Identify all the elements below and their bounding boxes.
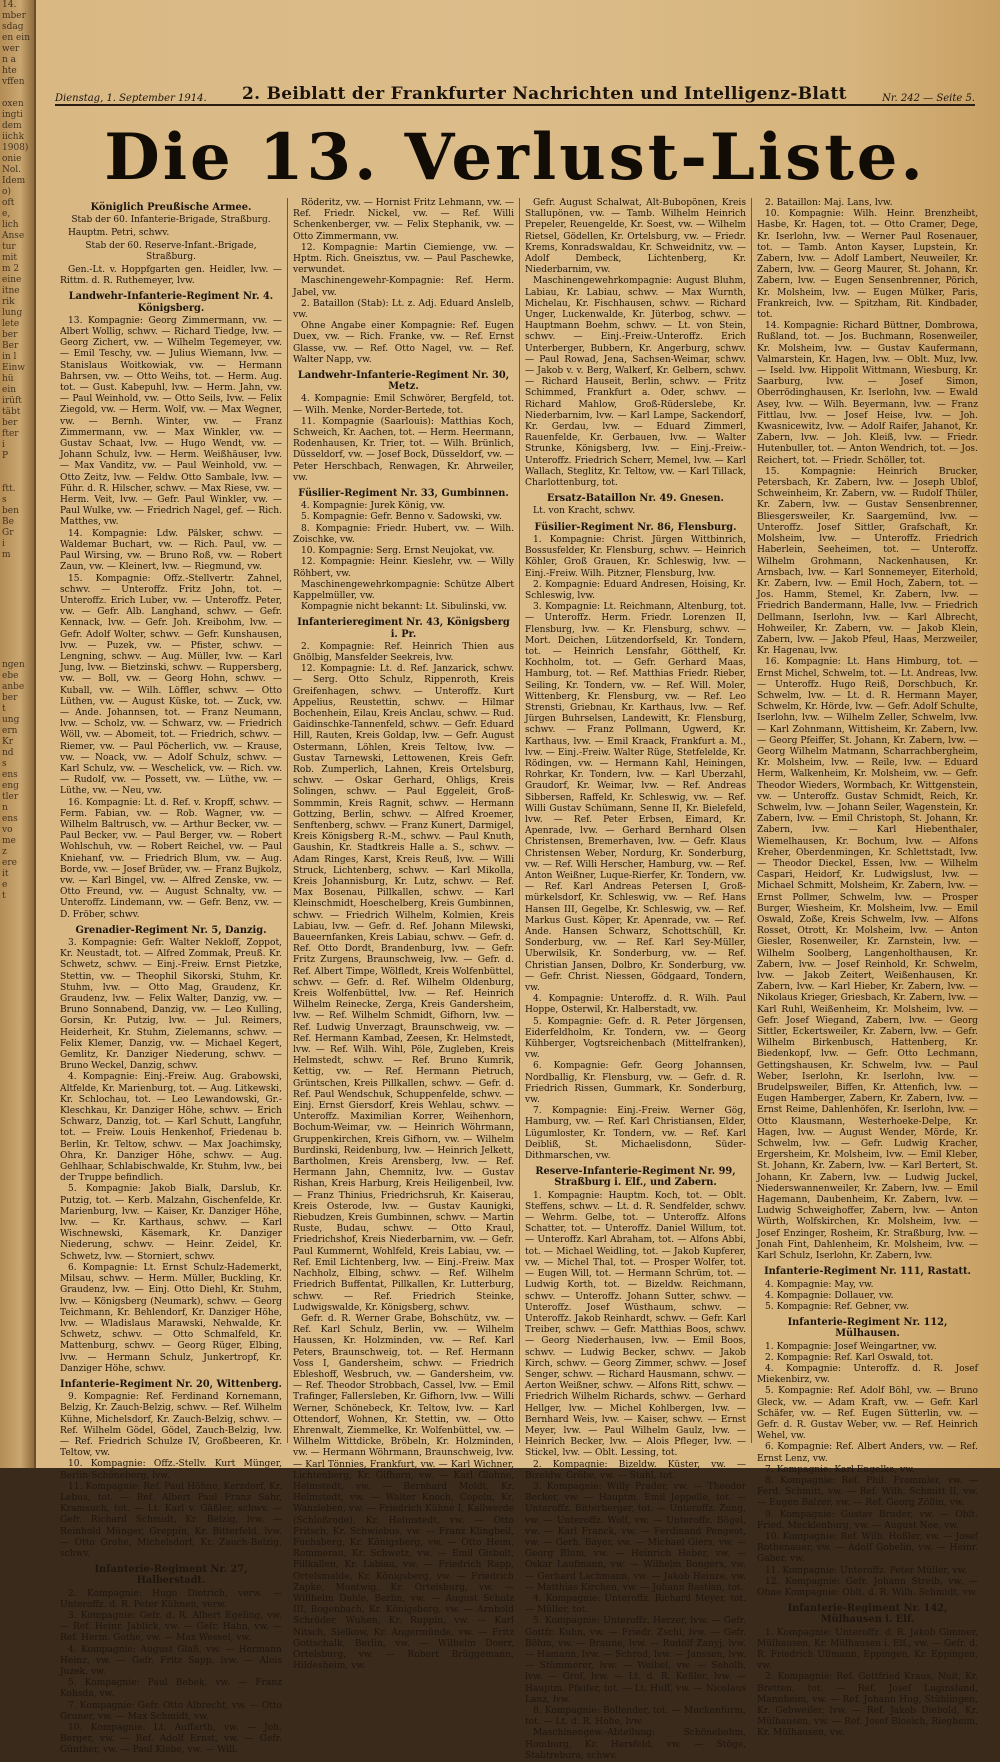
- prev-page-fragment: [0, 1133, 34, 1144]
- prev-page-fragment: hü: [2, 374, 14, 384]
- section-heading: Ersatz-Bataillon Nr. 49. Gnesen.: [547, 493, 724, 505]
- prev-page-fragment: [0, 1155, 34, 1166]
- prev-page-fragment: [0, 583, 34, 594]
- casualty-paragraph: 1. Kompagnie: Hauptm. Koch, tot. — Oblt. Steffens, schwv. — Lt. d. R. Sendfelder, schwv. — Wehrm. Gelbe, tot. — Unteroffz. Alfons Schatter, tot. — Unteroffz. Daniel Willum, tot. — Unteroffz. Karl Abraham, tot. — Alfons Abbi, tot. — Michael Weidling, tot. — Jakob Kupferer, vw. — Michel Thal, tot. — Prosper Wolfer, tot. — Eugen Will, tot. — Hermann Schrüm, tot. — Ludwig Korth, tot. — Bizeldw. Reichmann, schwv. — Unteroffz. Johann Sutter, schwv. — Unteroffz. Josef Wüsthaum, schwv. — Unteroffz. Jakob Reinhardt, schwv. — Gefr. Karl Treiber, schwv. — Gefr. Matthias Boos, schwv. — Georg Niederhausen, lvw. — Emil Boos, schwv. — Ludwig Becker, schwv. — Jakob Kirch, schwv. — Georg Zimmer, schwv. — Josef Senger, schwv. — Richard Hausmann, schwv. — Aerton Weißner, schwv. — Alfons Ritt, schwv. — Friedrich Wilhelm Richards, schwv. — Gerhard Hellger, lvw. — Michel Kohlbergen, lvw. — Bernhard Weis, lvw. — Kaiser, schwv. — Ernst Meyer, lvw. — Paul Wilhelm Gaulz, lvw. — Heinrich Becker, lvw. — Alois Pfleger, lvw. — Stickel, lvw. — Oblt. Lessing, tot.: [525, 1190, 746, 1459]
- casualty-paragraph: Maschinengew.-Abteilung: Schönebohm, Homburg, Kr. Hersfeld, vw. — Stöge, Stabtrebura, schwv.: [525, 1728, 746, 1761]
- prev-page-fragment: n a: [2, 55, 17, 65]
- prev-page-fragment: ngen: [2, 660, 25, 670]
- prev-page-fragment: iichk: [2, 132, 25, 142]
- prev-page-fragment: t: [2, 891, 6, 901]
- prev-page-fragment: hte: [2, 66, 17, 76]
- page-headline: Die 13. Verlust-Liste.: [104, 120, 926, 195]
- prev-page-fragment: [0, 913, 34, 924]
- casualty-paragraph: 8. Kompagnie: Ref. Phil. Frommler, vw. — Ferd. Schmitt, vw. — Ref. Wilh. Schmitt II, vw. — Eugen Balzer, vw. — Ref. Georg Zöllin, vw.: [757, 1475, 978, 1509]
- casualty-paragraph: 5. Kompagnie: Unteroffz. Herzer, lvw. — Gefr. Gottfr. Kuhn, vw. — Friedr. Zschi, lvw. — Gefr. Böhm, vw. — Braune, lvw. — Rudolf Zanyj, lvw. — Hamann, lvw. — Schrod, lvw. — Janssen, lvw. — Stümmerer, lvw. — Weibel, vw. — Seholb, lvw. — Grof, lvw. — Lt. d. R. Keßler, lvw. — Hauptm. Pfeifer, tot. — Lt. Huff, vw. — Nicolaus Lanz, lvw.: [525, 1616, 746, 1705]
- section-heading: Landwehr-Infanterie-Regiment Nr. 4. Königsberg.: [68, 291, 274, 314]
- prev-page-fragment: m 2: [2, 264, 20, 274]
- text-columns: [55, 198, 985, 1761]
- casualty-paragraph: 5. Kompagnie: Ref. Adolf Böhl, vw. — Bruno Gleck, vw. — Adam Kraft, vw. — Gefr. Karl Schäfer, vw. — Ref. Eugen Sütterlin, vw. — Gefr. d. R. Gustav Weber, vw. — Ref. Heinrich Wehel, vw.: [757, 1386, 978, 1442]
- prev-page-fragment: 14.: [2, 0, 17, 10]
- casualty-paragraph: 10. Kompagnie: Wilh. Heinr. Brenzheibt, Hasbe, Kr. Hagen, tot. — Otto Cramer, Dege, Kr. Iserlohn, lvw. — Werner Paul Rosenauer, tot. — Tamb. Anton Kayser, Lupstein, Kr. Zabern, lvw. — Adolf Lambert, Neuweiler, Kr. Zabern, lvw. — Georg Maurer, St. Johann, Kr. Zabern, lvw. — Eugen Sensenbrenner, Pörich, Kr. Molsheim, lvw. — Eugen Mülker, Paris, Frankreich, lvw. — Spitzham, Rit. Kindbader, tot.: [757, 209, 978, 321]
- casualty-paragraph: 10. Kompagnie: Ref. Wilh. Hoßler, vw. — Josef Rothenauer, vw. — Adolf Gobelin, vw. — Heinr. Gaber, vw.: [757, 1531, 978, 1565]
- prev-page-fragment: [0, 1144, 34, 1155]
- column-2: [287, 198, 519, 1672]
- casualty-paragraph: 10. Kompagnie: Offz.-Stellv. Kurt Münger, Berlin-Schöneberg, lvw.: [60, 1459, 282, 1481]
- casualty-paragraph: 2. Kompagnie: Ref. Karl Oswald, tot.: [765, 1352, 934, 1363]
- casualty-paragraph: 3. Kompagnie: Willy Prader, vw. — Theodor Becker, vw. — Hauptm. Emil Jeppelle, tot. — Unteroffz. Bitterberger, tot. — Unteroffz. Zung, vw. — Unteroffz. Wolf, vw. — Unteroffz. Bögel, vw. — Karl Franck, vw. — Ferdinand Pengeot, vw. — Gerh. Bayer, vw. — Michael Giers, vw. — Georg Blum, vw. — Heinrich Heber, vw. — Oskar Laufmann, vw. — Wilhelm Bongers, vw. — Gerhard Lachmann, vw. — Jakob Heinze, vw. — Matthias Kirchen, vw. — Johann Bastian, tot.: [525, 1481, 746, 1593]
- prev-page-fragment: [0, 627, 34, 638]
- casualty-paragraph: 7. Kompagnie: Einj.-Freiw. Werner Gög, Hamburg, vw. — Ref. Karl Christiansen, Elder, Lügumloster, Kr. Tondern, vw. — Ref. Karl Deibliß, St. Michaelisdonn, Süder-Dithmarschen, vw.: [525, 1106, 746, 1162]
- prev-page-fragment: [0, 1067, 34, 1078]
- prev-page-fragment: wer: [2, 44, 20, 54]
- casualty-paragraph: Maschinengewehrkompagnie: Schütze Albert Kappelmüller, vw.: [293, 579, 514, 601]
- casualty-paragraph: 6. Kompagnie: Ref. Albert Anders, vw. — Ref. Ernst Lenz, vw.: [757, 1442, 978, 1464]
- prev-page-fragment: Be: [2, 517, 14, 527]
- prev-page-fragment: [0, 1001, 34, 1012]
- prev-page-fragment: tler: [2, 792, 19, 802]
- casualty-paragraph: 11. Kompagnie: Ref. Paul Höhne, Kerzdorf, Kr. Lebus, tot. — Ref. Albert Paul Franz Sahr, Kramsuch, tot. — Lt. Karl v. Gäßler, schwv. — Gefr. Richard Schmidt, Kr. Belzig, lvw. — Reinhold Münger, Greppin, Kr. Bitterfeld, lvw. — Otto Grohe, Michelsdorf, Kr. Zauch-Belzig, schwv.: [60, 1481, 282, 1559]
- prev-page-fragment: [0, 561, 34, 572]
- casualty-paragraph: 12. Kompagnie: Gefr. Johann Streib, vw. — Ohne Kompagnie: Oblt. d. R. Wilh. Schmidt, vw.: [757, 1576, 978, 1598]
- casualty-paragraph: 4. Kompagnie: Dollauer, vw.: [765, 1290, 894, 1301]
- prev-page-fragment: itne: [2, 286, 20, 296]
- casualty-paragraph: 5. Kompagnie: Jakob Bialk, Darslub, Kr. Putzig, tot. — Kerb. Malzahn, Gischenfelde, Kr. Marienburg, lvw. — Kaiser, Kr. Danziger Höhe, lvw. — Kr. Karthaus, schwv. — Karl Wischnewski, Käsemark, Kr. Danziger Niederung, schwv. — Heinr. Zeidel, Kr. Schwetz, lvw. — Storniert, schwv.: [60, 1184, 282, 1262]
- prev-page-fragment: [0, 935, 34, 946]
- prev-page-fragment: mit: [2, 253, 18, 263]
- prev-page-fragment: Ber: [2, 341, 19, 351]
- prev-page-fragment: ens: [2, 770, 18, 780]
- section-heading: Infanterieregiment Nr. 43, Königsberg i. Pr.: [297, 617, 510, 640]
- casualty-paragraph: 16. Kompagnie: Lt. Hans Himburg, tot. — Ernst Michel, Schwelm, tot. — Lt. Andreas, lvw. — Unteroffz. Hugo Reiß, Dorschbuch, Kr. Schwelm, lvw. — Lt. d. R. Hermann Mayer, Schwelm, Kr. Hörde, lvw. — Gefr. Adolf Schulte, Iserlohn, lvw. — Wilhelm Zeller, Schwelm, lvw. — Karl Zohnmann, Wittisheim, Kr. Zabern, lvw. — Georg Pfeiffer, St. Johann, Kr. Zabern, lvw. — Georg Wilhelm Matmann, Scharrachbergheim, Kr. Molsheim, lvw. — Reile, lvw. — Eduard Herm, Walkenheim, Kr. Molsheim, vw. — Gefr. Theodor Wieders, Wormbach, Kr. Wittgenstein, vw. — Unteroffz. Gustav Schmidt, Reich, Kr. Schwelm, lvw. — Johann Seiler, Wagenstein, Kr. Zabern, lvw. — Emil Christoph, St. Johann, Kr. Zabern, lvw. — Karl Hiebenthaler, Wiemelhausen, Kr. Bochum, lvw. — Alfons Kreher, Oberdenmingen, Kr. Schlettstadt, lvw. — Theodor Dieckel, Essen, lvw. — Wilhelm Caspari, Heidorf, Kr. Ludwigslust, lvw. — Michael Schmitt, Molsheim, Kr. Zabern, lvw. — Ernst Pollmer, Schwelm, lvw. — Prosper Burger, Wiesheim, Kr. Molsheim, lvw. — Emil Oswald, Zoße, Kreis Schwelm, lvw. — Alfons Rosset, Otrott, Kr. Molsheim, lvw. — Anton Giesler, Rosenweiler, Kr. Zarnstein, lvw. — Wilhelm Soolberg, Langenholthausen, Kr. Zabern, lvw. — Josef Reinhold, Kr. Schwelm, lvw. — Jakob Zeitert, Weißenhausen, Kr. Zabern, lvw. — Karl Hieber, Kr. Zabern, lvw. — Nikolaus Krieger, Griesbach, Kr. Zabern, lvw. — Karl Ruhl, Weißenheim, Kr. Molsheim, lvw. — Gefr. Josef Wiegand, Zabern, lvw. — Georg Sittler, Eckertsweiler, Kr. Zabern, lvw. — Gefr. Wilhelm Birkenbusch, Hattenberg, Kr. Biedenkopf, lvw. — Gefr. Otto Lechmann, Gettingshausen, Kr. Schwelm, lvw. — Paul Weber, Iserlohn, Kr. Iserlohn, lvw. — Brudelpsweiler, Biffen, Kr. Attenfich, lvw. — Eugen Hamberger, Zabern, Kr. Zabern, lvw. — Ernst Reime, Dahlenhöfen, Kr. Iserlohn, lvw. — Otto Klausmann, Westerhoeke-Delpe, Kr. Hagen, lvw. — August Wender, Mörde, Kr. Schwelm, lvw. — Gefr. Ludwig Kracher, Ergersheim, Kr. Molsheim, lvw. — Emil Kleber, St. Johann, Kr. Zabern, lvw. — Karl Bertert, St. Johann, Kr. Zabern, lvw. — Ludwig Juckel, Niederswannenweiler, Kr. Zabern, lvw. — Emil Hagemann, Daubenheim, Kr. Zabern, lvw. — Ludwig Schweighoffer, Zabern, lvw. — Anton Würth, Wolfskirchen, Kr. Molsheim, lvw. — Josef Enzinger, Rosheim, Kr. Straßburg, lvw. — Jonah Fint, Dahlenheim, Kr. Molsheim, lvw. — Karl Schulz, Iserlohn, Kr. Zabern, lvw.: [757, 657, 978, 1262]
- prev-page-fragment: t: [2, 704, 6, 714]
- casualty-paragraph: 11. Kompagnie: Unteroffz. Peter Müller, vw.: [765, 1565, 968, 1576]
- prev-page-fragment: Anse: [2, 231, 25, 241]
- casualty-paragraph: 1. Kompagnie: Christ. Jürgen Wittbinrich, Bossusfelder, Kr. Flensburg, schwv. — Heinrich Köhler, Groß Grauen, Kr. Schleswig, lvw. — Einj.-Freiw. Wilh. Pitzner, Flensburg, lvw.: [525, 534, 746, 579]
- casualty-paragraph: 5. Kompagnie: Gefr. Benno v. Sadowski, vw.: [301, 512, 502, 523]
- section-heading: Infanterie-Regiment Nr. 27, Halberstadt.: [94, 1564, 248, 1587]
- section-heading: Füsilier-Regiment Nr. 86, Flensburg.: [534, 521, 737, 533]
- issue-date: Dienstag, 1. September 1914.: [55, 93, 207, 104]
- casualty-paragraph: 15. Kompagnie: Heinrich Brucker, Petersbach, Kr. Zabern, lvw. — Joseph Ublof, Schweinheim, Kr. Zabern, vw. — Rudolf Thüler, Kr. Zabern, lvw. — Gustav Sensenbrenner, Bliesgersweiler, Kr. Saargemünd, lvw. — Unteroffz. Josef Sittler, Grafschaft, Kr. Molsheim, lvw. — Unteroffz. Friedrich Haberlein, Seeheimen, tot. — Unteroffz. Wilhelm Grohmann, Nackenhausen, Kr. Arnsbach, lvw. — Karl Sonnemeyer, Eiterhold, Kr. Zabern, lvw. — Emil Hoch, Zabern, tot. — Jos. Hamm, Stemel, Kr. Zabern, lvw. — Friedrich Bandermann, Halle, lvw. — Friedrich Dellmann, Iserlohn, lvw. — Karl Albrecht, Hohweiler, Kr. Zabern, vw. — Jakob Klein, Zabern, lvw. — Jakob Pfeul, Haas, Merzweiler, Kr. Hagenau, lvw.: [757, 466, 978, 657]
- prev-page-fragment: [0, 902, 34, 913]
- casualty-paragraph: 12. Kompagnie: Heinr. Kieslehr, vw. — Willy Röhbert, vw.: [293, 557, 514, 579]
- prev-page-fragment: [0, 1045, 34, 1056]
- prev-page-fragment: o): [2, 187, 11, 197]
- sub-heading: Stab der 60. Infanterie-Brigade, Straßburg.: [71, 215, 271, 226]
- prev-page-fragment: n: [2, 803, 8, 813]
- casualty-paragraph: Röderitz, vw. — Hornist Fritz Lehmann, vw. — Ref. Friedr. Nickel, vw. — Ref. Willi Schenkenberger, vw. — Felix Stephanik, vw. — Otto Zimmermann, vw.: [293, 198, 514, 242]
- prev-page-fragment: i: [2, 440, 5, 450]
- casualty-paragraph: 4. Kompagnie: August Glaß, vw. — Hermann Heinz, vw. — Gefr. Fritz Sapp, lvw. — Alois Juzek, vw.: [60, 1644, 282, 1677]
- section-heading: Landwehr-Infanterie-Regiment Nr. 30, Metz.: [297, 370, 510, 393]
- casualty-paragraph: 12. Kompagnie: Lt. d. Ref. Janzarick, schwv. — Serg. Otto Schulz, Rippenroth, Kreis Greifenhagen, schwv. — Unteroffz. Kurt Appelius, Reustettin, schwv. — Hilmar Bochenhein, Eilau, Kreis Anclau, schwv. — Rud. Gaidinschke-Tannenfeld, schwv. — Gefr. Eduard Hill, Rauten, Kreis Goldap, lvw. — Gefr. August Ostermann, Löhlen, Kreis Teltow, lvw. — Gustav Tarnewski, Lettowenen, Kreis Gefr. Rob. Zumperlich, Lahnen, Kreis Ortelsburg, schwv. — Oskar Gerhard, Ohligs, Kreis Solingen, schwv. — Paul Eggeleit, Groß-Sommmin, Kreis Ragnit, schwv. — Hermann Gottzing, Berlin, schwv. — Alfred Kroemer, Senftenberg, schwv. — Franz Kunert, Darmigel, Kreis Königsberg R.-M., schwv. — Paul Knuth, Gaushin, Kr. Stadtkreis Halle a. S., schwv. — Adam Ringes, Karst, Kreis Reuß, lvw. — Willi Struck, Lichtenberg, schwv. — Karl Mikolla, Kreis Johannisburg, Kr. Lutz, schwv. — Ref. Max Bosenau, Pillkallen, schwv. — Karl Kleinschmidt, Hoeschelberg, Kreis Gumbinnen, schwv. — Friedrich Wilhelm, Kolmien, Kreis Labiau, lvw. — Gefr. d. Ref. Johann Milewski, Baueernfanken, Kreis Labiau, schwv. — Gefr. d. Ref. Otto Dordt, Brandenburg, lvw. — Gefr. Fritz Zurgens, Braunschweig, lvw. — Gefr. d. Ref. Albert Timpe, Wölfledt, Kreis Wolfenbüttel, schwv. — Gefr. d. Ref. Wilhelm Oldenburg, Kreis Wolfenbüttel, lvw. — Ref. Heinrich Wilhelm Reinecke, Zerga, Kreis Gandersheim, lvw. — Ref. Wilhelm Schmidt, Gifhorn, lvw. — Ref. Ludwig Unverzagt, Braunschweig, vw. — Ref. Hermann Kambad, Zeesen, Kr. Helmstedt, lvw. — Ref. Wilh. Wihl, Pöle, Zugleben, Kreis Helmstedt, schwv. — Ref. Bruno Kumrik, Kettig, vw. — Ref. Hermann Pietruch, Grüntschen, Kreis Pillkallen, schwv. — Gefr. d. Ref. Paul Wendschuk, Schuppenfelde, schwv. — Einj. Ernst Giersdorf, Kreis Wehlau, schwv. — Unteroffz. Maximilian Korrer, Weihenhorn, Bochum-Weimar, vw. — Heinrich Wöhrmann, Gruppenkirchen, Kreis Gifhorn, vw. — Wilhelm Burdinski, Reidenburg, lvw. — Heinrich Jelkett, Bartholmen, Kreis Arensberg, lvw. — Ref. Hermann Jahn, Chemnitz, lvw. — Gustav Rishan, Kreis Harburg, Kreis Heiligenbeil, lvw. — Franz Thinius, Friedrichsruh, Kr. Kaiserau, Kreis Osterode, lvw. — Gustav Kaunigki, Riebudzen, Kreis Gumbinnen, schwv. — Martin Ruste, Budau, schwv. — Otto Kraul, Friedrichshof, Kreis Niederbarnim, vw. — Gefr. Paul Kummernt, Wohlfeld, Kreis Labiau, vw. — Ref. Emil Lichtenberg, lvw. — Einj.-Freiw. Max Nachholz, Elbing, schwv. — Ref. Wilhelm Friedrich Buffentat, Pillkallen, Kr. Lutterburg, schwv. — Ref. Friedrich Steinke, Ludwigswalde, Kr. Königsberg, schwv.: [293, 664, 514, 1313]
- prev-page-fragment: [0, 957, 34, 968]
- casualty-paragraph: 10. Kompagnie: Lt. Auffarth, vw. — Joh. Berger, vw. — Ref. Adolf Ernst, vw. — Gefr. Günther, vw. — Paul Klebe, vw. — Will.: [60, 1723, 282, 1756]
- prev-page-fragment: eine: [2, 275, 22, 285]
- casualty-paragraph: 15. Kompagnie: Offz.-Stellvertr. Zahnel, schwv. — Unteroffz. Fritz John, tot. — Unteroffz. Erich Luber, vw. — Unteroffz. Peter, vw. — Gefr. Alb. Langhand, schwv. — Gefr. Kennack, lvw. — Gefr. Joh. Kreibohm, lvw. — Gefr. Adolf Wolter, schwv. — Gefr. Kunshausen, lvw. — Puzek, vw. — Pfister, schwv. — Lengning, schwv. — Aug. Müller, lvw. — Karl Jung, lvw. — Bietzinski, schwv. — Ruppersberg, vw. — Boll, vw. — Georg Hohn, schwv. — Kuball, vw. — Wilh. Löffler, schwv. — Otto Lüthen, vw. — August Küske, tot. — Zuck, vw. — Ande. Johannsen, tot. — Franz Neumann, lvw. — Scholz, vw. — Schwarz, vw. — Friedrich Wöll, vw. — Abomeit, tot. — Friedrich, schwv. — Riemer, vw. — Paul Pöcherlich, vw. — Krause, vw. — Noack, vw. — Adolf Schulz, schwv. — Karl Schulz, vw. — Weschelick, vw. — Rich. vw. — Rudolf, vw. — Possett, vw. — Lüthe, vw. — Lüthe, vw. — Neu, vw.: [60, 573, 282, 797]
- prev-page-fragment: nd: [2, 748, 14, 758]
- prev-page-fragment: [0, 88, 34, 99]
- sub-heading: Stab der 60. Reserve-Infant.-Brigade, Straßburg.: [85, 240, 257, 262]
- prev-page-fragment: oft: [2, 198, 15, 208]
- section-heading: Reserve-Infanterie-Regiment Nr. 99, Straßburg i. Elf., und Zabern.: [535, 1166, 736, 1189]
- prev-page-fragment: tur: [2, 242, 16, 252]
- prev-page-fragment: [0, 1111, 34, 1122]
- supplement-title: 2. Beiblatt der Frankfurter Nachrichten und Intelligenz-Blatt: [242, 84, 847, 104]
- casualty-paragraph: 2. Kompagnie: Bizeldw. Küster, vw. — Bizeldw. Gröbe, vw. — Stahl, tot.: [525, 1459, 746, 1481]
- prev-page-fragment: ftt.: [2, 484, 16, 494]
- prev-page-fragment: me: [2, 836, 16, 846]
- prev-page-fragment: fter: [2, 429, 19, 439]
- previous-page-edge: [0, 0, 36, 1468]
- prev-page-fragment: täbt: [2, 407, 21, 417]
- prev-page-fragment: 1908): [2, 143, 29, 153]
- prev-page-fragment: m: [2, 550, 11, 560]
- prev-page-fragment: ber: [2, 330, 18, 340]
- prev-page-fragment: ere: [2, 858, 17, 868]
- casualty-paragraph: 3. Kompagnie: Gefr. Walter Nekloff, Zoppot, Kr. Neustadt, tot. — Alfred Zommak, Preuß. Kr. Schwetz, schwv. — Einj.-Freiw. Ernst Pietzke, Stettin, vw. — Theophil Sikorski, Stuhm, Kr. Stuhm, lvw. — Otto Mag, Graudenz, Kr. Graudenz, lvw. — Felix Walter, Danzig, vw. — Bruno Sonnabend, Danzig, vw. — Leo Kulling, Gorsin, Kr. Putzig, lvw. — Jul. Reimers, Heiderheit, Kr. Stuhm, Zielemanns, schwv. — Felix Klemer, Danzig, vw. — Michael Kegert, Gemlitz, Kr. Danziger Niederung, schwv. — Bruno Weckel, Danzig, schwv.: [60, 938, 282, 1072]
- prev-page-fragment: [0, 594, 34, 605]
- casualty-paragraph: 1. Kompagnie: Unteroffz. d. R. Jakob Gimmer, Mülhausen, Kr. Mülhausen i. Elf., vw. — Gefr. d. R. Friedrich Ullmann, Eppingen, Kr. Eppingen, vw.: [757, 1627, 978, 1672]
- prev-page-fragment: Idem: [2, 176, 26, 186]
- casualty-paragraph: Lt. von Kracht, schwv.: [533, 506, 636, 517]
- prev-page-fragment: lung: [2, 308, 23, 318]
- prev-page-fragment: P: [2, 451, 9, 461]
- casualty-paragraph: Gefr. d. R. Werner Grabe, Bohschütz, vw. — Ref. Karl Schulz, Berlin, vw. — Wilhelm Haussen, Kr. Holzminden, vw. — Ref. Karl Peters, Braunschweig, tot. — Ref. Hermann Voss I, Gandersheim, schwv. — Friedrich Ebleshoff, Wesbruch, vw. — Gandersheim, vw. — Ref. Theodor Strobbach, Cassel, lvw. — Emil Trafinger, Fallersleben, Kr. Gifhorn, lvw. — Willi Werner, Schönebeck, Kr. Teltow, lvw. — Karl Ottendorf, Wohnen, Kr. Stettin, vw. — Otto Ehrenwalt, Ziemmelke, Kr. Wolfenbüttel, vw. — Wilhelm Wittdicke, Bröbeln, Kr. Holzminden, vw. — Hermann Wöhrmann, Braunschweig, lvw. — Karl Tönnies, Frankfurt, vw. — Karl Wichner, Lichtenberg, Kr. Gifhorn, vw. — Karl Glohne, Helmstedt, vw. — Bernhard Moldt, Kr. Helmstedt, vw. — Walter Knoch, Copeln, Kr. Wanzleben, vw. — Friedrich Kühne I, Kallwerde (Schloßrode), Kr. Helmstedt, vw. — Otto Fritsch, Kr. Schwiebus, vw. — Franz Klingbeil, Fuchsberg, Kr. Königsberg, vw. — Otto Heim, Rommerau, Kr. Schwetz, vw. — Emil Gisbolt, Pillkallen, Kr. Labiau, vw. — Friedrich Rapp, Ortelsmalde, Kr. Königsberg, vw. — Friedrich Zapke, Montwig, Kr. Ortelsburg, vw. — Willhelm Dahle, Berlin, vw. — August Schulz III, Bogenbach, Kr. Königsberg, vw. — Arnhold Schröder, Wuhen, Kr. Ruppin, vw. — Karl Nitsch, Sielkow, Kr. Angermünde, vw. — Fritz Gottschalk, Berlin, vw. — Wilhelm Doerr, Ortelsburg, vw. — Robert Brüggemann, Hildesheim, vw.: [293, 1313, 514, 1672]
- column-3: [519, 198, 751, 1761]
- casualty-paragraph: 12. Kompagnie: Martin Ciemienge, vw. — Hptm. Rich. Gneisztus, vw. — Paul Paschewke, verwundet.: [293, 242, 514, 276]
- casualty-paragraph: 7. Kompagnie: Gefr. Otto Albrecht, vw. — Otto Gruner, vw. — Max Schmidt, vw.: [60, 1700, 282, 1722]
- prev-page-fragment: [0, 572, 34, 583]
- column-1: [55, 198, 287, 1756]
- casualty-paragraph: 6. Kompagnie: Gefr. Georg Johannsen, Nordballig, Kr. Flensburg, vw. — Gefr. d. R. Friedrich Rissen, Gummark, Kr. Sonderburg, vw.: [525, 1061, 746, 1106]
- prev-page-fragment: ingti: [2, 110, 23, 120]
- casualty-paragraph: Gefr. August Schalwat, Alt-Bubopönen, Kreis Stallupönen, vw. — Tamb. Wilhelm Heinrich Prepeler, Reuengelde, Kr. Soest, vw. — Wilhelm Rietsel, Gödellen, Kr. Ortelsburg, vw. — Friedr. Krems, Konradswaldau, Kr. Schweidnitz, vw. — Adolf Dembeck, Lichtenberg, Kr. Niederbarnim, vw.: [525, 198, 746, 276]
- prev-page-fragment: Einw: [2, 363, 25, 373]
- prev-page-fragment: eng: [2, 781, 19, 791]
- prev-page-fragment: z: [2, 847, 7, 857]
- prev-page-fragment: lete: [2, 319, 20, 329]
- column-4: [751, 198, 983, 1739]
- prev-page-fragment: [0, 1056, 34, 1067]
- casualty-paragraph: Ohne Angabe einer Kompagnie: Ref. Eugen Duex, vw. — Rich. Franke, vw. — Ref. Ernst Glasse, vw. — Ref. Otto Nagel, vw. — Ref. Walter Napp, vw.: [293, 321, 514, 365]
- section-heading: Infanterie-Regiment Nr. 112, Mülhausen.: [787, 1317, 948, 1340]
- casualty-paragraph: 10. Kompagnie: Serg. Ernst Neujokat, vw.: [301, 546, 495, 557]
- prev-page-fragment: [0, 1122, 34, 1133]
- prev-page-fragment: [0, 979, 34, 990]
- prev-page-fragment: [0, 1089, 34, 1100]
- casualty-paragraph: 16. Kompagnie: Lt. d. Ref. v. Kropff, schwv. — Ferm. Fabian, vw. — Rob. Wagner, vw. — Wilhelm Baltrusch, vw. — Arthur Becker, vw. — Paul Becker, vw. — Paul Berger, vw. — Robert Wohlschuh, vw. — Robert Reichel, vw. — Paul Kniehanf, vw. — Friedrich Blum, vw. — Aug. Borde, vw. — Josef Brüder, vw. — Franz Bujkolz, vw. — Karl Bingel, vw. — Alfred Zenske, vw. — Otto Freund, vw. — August Schnalty, vw. — Unteroffz. Lindemann, vw. — Gefr. Benz, vw. — D. Fröber, schwv.: [60, 797, 282, 920]
- prev-page-fragment: lich: [2, 220, 19, 230]
- prev-page-fragment: mber: [2, 11, 26, 21]
- prev-page-fragment: s: [2, 495, 7, 505]
- casualty-paragraph: Maschinengewehr-Kompagnie: Ref. Herm. Jabel, vw.: [293, 276, 514, 298]
- casualty-paragraph: 2. Kompagnie: Ref. Heinrich Thien aus Gnölbig, Mansfelder Seekreis, lvw.: [293, 641, 514, 663]
- prev-page-fragment: [0, 1023, 34, 1034]
- prev-page-fragment: [0, 462, 34, 473]
- casualty-paragraph: 4. Kompagnie: Unteroffz. d. R. Josef Miekenbirz, vw.: [757, 1363, 978, 1386]
- casualty-paragraph: 11. Kompagnie (Saarlouis): Matthias Koch, Schweich, Kr. Aachen, tot. — Herm. Heermann, Rodenhausen, Kr. Trier, tot. — Wilh. Brünlich, Düsseldorf, vw. — Josef Bock, Düsseldorf, vw. — Peter Herschbach, Renwagen, Kr. Ahrweiler, vw.: [293, 416, 514, 483]
- casualty-paragraph: 8. Kompagnie: Friedr. Hubert, vw. — Wilh. Zoischke, vw.: [293, 523, 514, 545]
- prev-page-fragment: ben: [2, 506, 19, 516]
- prev-page-fragment: [0, 1100, 34, 1111]
- prev-page-fragment: irüft: [2, 396, 22, 406]
- prev-page-fragment: [0, 638, 34, 649]
- prev-page-fragment: e,: [2, 209, 11, 219]
- issue-number: Nr. 242 — Seite 5.: [882, 93, 975, 104]
- casualty-paragraph: 8. Kompagnie: Bollender, tot. — Muckenfurm, tot. — Lt. d. R. Hohe, lvw.: [525, 1706, 746, 1728]
- prev-page-fragment: [0, 605, 34, 616]
- casualty-paragraph: Kompagnie nicht bekannt: Lt. Sibulinski, vw.: [301, 602, 508, 613]
- casualty-paragraph: 4. Kompagnie: Emil Schwörer, Bergfeld, tot. — Wilh. Menke, Norder-Bertede, tot.: [293, 394, 514, 416]
- casualty-paragraph: 7. Kompagnie: Karl Engelke, vw.: [765, 1464, 915, 1475]
- prev-page-fragment: en ein: [2, 33, 30, 43]
- prev-page-fragment: oxen: [2, 99, 24, 109]
- prev-page-fragment: rik: [2, 297, 15, 307]
- prev-page-fragment: onie: [2, 154, 22, 164]
- casualty-paragraph: 4. Kompagnie: Unteroffz. Richard Meyer, tot. — Müller, tot.: [525, 1593, 746, 1616]
- prev-page-fragment: ens: [2, 814, 18, 824]
- casualty-paragraph: 2. Bataillon (Stab): Lt. z. Adj. Eduard Anslelb, vw.: [293, 298, 514, 321]
- prev-page-fragment: [0, 990, 34, 1001]
- prev-page-fragment: [0, 1012, 34, 1023]
- prev-page-fragment: ein: [2, 385, 17, 395]
- prev-page-fragment: Gr: [2, 528, 14, 538]
- casualty-paragraph: 13. Kompagnie: Georg Zimmermann, vw. — Albert Wollig, schwv. — Richard Tiedge, lvw. — Georg Zichert, vw. — Wilhelm Tegemeyer, vw. — Emil Teschy, vw. — Julius Wiemann, lvw. — Stanislaus Woitkowiak, vw. — Hermann Bahrsen, vw. — Otto Weihs, tot. — Herm. Aug. tot. — Gust. Kabepuhl, lvw. — Herm. Jahn, vw. — Paul Weinhold, vw. — Otto Seils, lvw. — Felix Ziegold, vw. — Herm. Wolf, vw. — Max Wegner, vw. — Bernh. Winter, vw. — Franz Zimmermann, vw. — Max Winkler, vw. — Gustav Schaat, lvw. — Hugo Wendt, vw. — Johann Schulz, lvw. — Herm. Weißhäuser, lvw. — Max Vanditz, vw. — Paul Weinhold, vw. — Otto Zeitz, lvw. — Feldw. Otto Sambale, lvw. — Führ. d. R. Hilscher, schwv. — Max Riese, vw. — Herm. Veit, lvw. — Gefr. Paul Winkler, vw. — Paul Wulke, vw. — Friedrich Nagel, gef. — Rich. Matthes, vw.: [60, 315, 282, 528]
- casualty-paragraph: 5. Kompagnie: Ref. Gebner, vw.: [765, 1301, 909, 1312]
- casualty-paragraph: 2. Bataillon: Maj. Lans, lvw.: [765, 198, 893, 208]
- casualty-paragraph: 4. Kompagnie: May, vw.: [765, 1279, 874, 1290]
- casualty-paragraph: 5. Kompagnie: Paul Bebek, vw. — Franz Kohsda, vw.: [60, 1678, 282, 1700]
- casualty-paragraph: Gen.-Lt. v. Hoppfgarten gen. Heidler, lvw. — Rittm. d. R. Ruthemeyer, lvw.: [60, 265, 282, 287]
- casualty-paragraph: 9. Kompagnie: Ref. Ferdinand Kornemann, Belzig, Kr. Zauch-Belzig, schwv. — Ref. Wilhelm Kühne, Michelsdorf, Kr. Zauch-Belzig, schwv. — Ref. Wilhelm Gödel, Gödel, Zauch-Belzig, lvw. — Ref. Friedrich Schulze IV, Großbeeren, Kr. Teltow, vw.: [60, 1392, 282, 1459]
- casualty-paragraph: 14. Kompagnie: Richard Büttner, Dombrowa, Rußland, tot. — Jos. Buchmann, Rosenweiler, Kr. Molsheim, lvw. — Gustav Kaufermann, Valmarstein, Kr. Hagen, lvw. — Oblt. Muz, lvw. — Iseld. lvw. Hippolit Wittmann, Wiesburg, Kr. Saarburg, lvw. — Josef Simon, Oberrödinghausen, Kr. Iserlohn, lvw. — Ewald Asey, lvw. — Wilh. Beyermann, lvw. — Franz Fittlau, lvw. — Josef Heise, lvw. — Joh. Kwasnicewitz, lvw. — Adolf Raifer, Jahanot, Kr. Zabern, lvw. — Joh. Kleiß, lvw. — Friedr. Hutenbuller, tot. — Anton Wendrich, tot. — Jos. Reichert, tot. — Friedr. Schöller, tot.: [757, 321, 978, 466]
- section-heading: Grenadier-Regiment Nr. 5, Danzig.: [75, 924, 267, 936]
- casualty-paragraph: 14. Kompagnie: Ldw. Pälsker, schwv. — Waldemar Buchart, vw. — Rich. Paul, vw. — Paul Wirsing, vw. — Bruno Roß, vw. — Robert Zaun, vw. — Kleinert, lvw. — Riegmund, vw.: [60, 528, 282, 573]
- prev-page-fragment: vffen: [2, 77, 25, 87]
- prev-page-fragment: sdag: [2, 22, 24, 32]
- prev-page-fragment: [0, 968, 34, 979]
- prev-page-fragment: [0, 924, 34, 935]
- section-heading: Königlich Preußische Armee.: [90, 202, 252, 213]
- casualty-paragraph: 3. Kompagnie: Lt. Reichmann, Altenburg, tot. — Unteroffz. Herm. Friedr. Lorenzen II, Flensburg, lvw. — Kr. Flensburg, schwv. — Mort. Deichen, Lützendorfseld, Kr. Tondern, tot. — Heinrich Lensfahr, Götthelf, Kr. Kochholm, tot. — Gefr. Gerhard Maas, Hamburg, tot. — Ref. Matthias Friedr. Rieber, Seiling, Kr. Tondern, vw. — Ref. Will. Moler, Wittenberg, Kr. Flensburg, vw. — Ref. Leo Strensti, Griebnau, Kr. Karthaus, lvw. — Ref. Jürgen Buhrselsen, Landewitt, Kr. Flensburg, schwv. — Franz Pollmann, Ugwerd, Kr. Karthaus, lvw. — Emil Kraack, Frankfurt a. M., lvw. — Einj.-Freiw. Walter Rüge, Stetfelelde, Kr. Rödingen, vw. — Hermann Kahl, Heiningen, Rohrkar, Kr. Tondern, lvw. — Karl Uberzahl, Graudorf, Kr. Weimar, lvw. — Ref. Andreas Sibbersen, Raffeld, Kr. Schleswig, vw. — Ref. Willi Gustav Schümann, Senne II, Kr. Bielefeld, lvw. — Ref. Peter Erbsen, Eimard, Kr. Apenrade, lvw. — Gerhard Bernhard Olsen Christensen, Bremerhaven, lvw. — Gefr. Klaus Christensen Weber, Nordurg, Kr. Sonderburg, vw. — Ref. Willi Herscher, Hamburg, vw. — Ref. Anton Weißner, Luque-Rierfer, Kr. Tondern, vw. — Ref. Karl Andreas Petersen I, Groß-mürkelsdorf, Kr. Schleswig, vw. — Ref. Hans Hansen III, Gegelbe, Kr. Schleswig, vw. — Ref. Markus Gust. Köper, Kr. Apenrade, vw. — Ref. Ande. Hansen Schwarz, Schottschüll, Kr. Sonderburg, vw. — Ref. Karl Sey-Müller, Uberwilsik, Kr. Sonderburg, vw. — Ref. Christian Jansen, Dolbro, Kr. Sonderburg, vw. — Gefr. Christ. Niessen, Gödgaard, Tondern, vw.: [525, 602, 746, 994]
- prev-page-fragment: [0, 1188, 34, 1199]
- prev-page-fragment: [0, 1034, 34, 1045]
- casualty-paragraph: 4. Kompagnie: Unteroffz. d. R. Wilh. Paul Hoppe, Osterwil, Kr. Halberstadt, vw.: [525, 994, 746, 1016]
- casualty-paragraph: 1. Kompagnie: Josef Weingartner, vw.: [765, 1341, 937, 1352]
- prev-page-fragment: [0, 1177, 34, 1188]
- prev-page-fragment: ber: [2, 693, 18, 703]
- casualty-paragraph: 9. Kompagnie: Gustav Bruder, vw. — Oblt. Fried. Mecklenburg, vw. — August Noe, vw.: [757, 1509, 978, 1531]
- prev-page-fragment: dem: [2, 121, 22, 131]
- prev-page-fragment: i: [2, 539, 5, 549]
- prev-page-fragment: [0, 616, 34, 627]
- section-heading: Füsilier-Regiment Nr. 33, Gumbinnen.: [298, 488, 509, 500]
- casualty-paragraph: Maschinengewehrkompagnie: August Bluhm, Labiau, Kr. Labiau, schwv. — Max Wurnth, Michelau, Kr. Fischhausen, schwv. — Richard Unger, Luckenwalde, Kr. Jüterbog, schwv. — Hauptmann Boehm, schwv. — Lt. von Stein, schwv. — Einj.-Freiw.-Unteroffz. Erich Unterberger, Bubbern, Kr. Angerburg, schwv. — Paul Rowad, Jena, Sachsen-Weimar, schwv. — Jakob v. v. Berg, Walkerf, Kr. Gelbern, schwv. — Richard Hauseit, Berlin, schwv. — Fritz Schimmed, Frankfurt a. Oder, schwv. — Richard Mahlow, Groß-Rüderslebe, Kr. Niederbarnim, lvw. — Karl Lampe, Sackendorf, Kr. Gerdau, lvw. — Eduard Zimmerl, Rauenfelde, Kr. Gerbauen, lvw. — Walter Strunke, Königsberg, lvw. — Einj.-Freiw.-Unteroffz. Friedrich Scherr, Memel, lvw. — Karl Wallach, Steglitz, Kr. Teltow, vw. — Karl Tillack, Charlottenburg, tot.: [525, 276, 746, 489]
- prev-page-fragment: [0, 1078, 34, 1089]
- prev-page-fragment: Kr: [2, 737, 14, 747]
- prev-page-fragment: [0, 473, 34, 484]
- casualty-paragraph: 2. Kompagnie: Ref. Gottfried Kraus, Nuit, Kr. Bretten, tot. — Ref. Josef Luginsland, Mannheim, vw. — Ref. Johann Hug, Stühlingen, Kr. Gebweiler, lvw. — Ref. Jakob Diebold, Kr. Mülhausen, vw. — Ref. Josef Bloeich, Riegheim, Kr. Mülhausen, vw.: [757, 1672, 978, 1739]
- prev-page-fragment: [0, 649, 34, 660]
- prev-page-fragment: anbe: [2, 682, 25, 692]
- section-heading: Infanterie-Regiment Nr. 20, Wittenberg.: [60, 1378, 282, 1390]
- casualty-paragraph: 4. Kompagnie: Einj.-Freiw. Aug. Grabowski, Altfelde, Kr. Marienburg, tot. — Aug. Litkewski, Kr. Schlochau, tot. — Leo Lewandowski, Gr.-Kleschkau, Kr. Danziger Höhe, schwv. — Erich Schwarz, Danzig, tot. — Karl Schutt, Langfuhr, tot. — Freiw. Louis Henkenhof, Friedenau b. Berlin, Kr. Teltow, schwv. — Max Joachimsky, Ohra, Kr. Danziger Höhe, schwv. — Aug. Gehlhaar, Schlabischwalde, Kr. Stuhm, lvw., bei der Truppe befindlich.: [60, 1072, 282, 1184]
- casualty-paragraph: 4. Kompagnie: Jurek König, vw.: [301, 501, 446, 512]
- prev-page-fragment: [0, 1166, 34, 1177]
- prev-page-fragment: vo: [2, 825, 13, 835]
- prev-page-fragment: it: [2, 869, 9, 879]
- prev-page-fragment: ebe: [2, 671, 19, 681]
- casualty-paragraph: 3. Kompagnie: Gefr. d. R. Albert Egeling, vw. — Ref. Heinr. Jablick, vw. — Gefr. Hahn, vw. — Ref. Herm. Gothe, vw. — Max Wessel, vw.: [60, 1610, 282, 1644]
- prev-page-fragment: ung: [2, 715, 20, 725]
- section-heading: Infanterie-Regiment Nr. 142, Mülhausen i. Elf.: [787, 1603, 948, 1626]
- prev-page-fragment: s: [2, 759, 7, 769]
- page-header: [55, 82, 975, 106]
- casualty-paragraph: 2. Kompagnie: Eduard Andresen, Hoising, Kr. Schleswig, lvw.: [525, 579, 746, 601]
- casualty-paragraph: 5. Kompagnie: Gefr. d. R. Peter Jörgensen, Eiderfeldholm, Kr. Tondern, vw. — Georg Kühberger, Vogtsreichenbach (Mittelfranken), vw.: [525, 1016, 746, 1061]
- prev-page-fragment: ern: [2, 726, 18, 736]
- prev-page-fragment: [0, 946, 34, 957]
- prev-page-fragment: e: [2, 880, 8, 890]
- casualty-paragraph: Hauptm. Petri, schwv.: [68, 228, 170, 239]
- prev-page-fragment: in l: [2, 352, 17, 362]
- casualty-paragraph: 2. Kompagnie: Hugo Dietrich, verw. — Unteroffz. d. R. Peter Kühnen, verw.: [60, 1588, 282, 1610]
- casualty-paragraph: 6. Kompagnie: Lt. Ernst Schulz-Hademerkt, Milsau, schwv. — Herm. Müller, Buckling, Kr. Graudenz, lvw. — Einj. Otto Diehl, Kr. Stuhm, lvw. — Königsberg (Neumark), schwv. — Georg Teichmann, Kr. Behlendorf, Kr. Danziger Höhe, lvw. — Wladislaus Marawski, Nehwalde, Kr. Schwetz, schwv. — Otto Schmalfeld, Kr. Mattenburg, schwv. — Georg Rüger, Elbing, lvw. — Hermann Schulz, Junkertropf, Kr. Danziger Höhe, schwv.: [60, 1262, 282, 1374]
- prev-page-fragment: Nol.: [2, 165, 22, 175]
- prev-page-fragment: ber: [2, 418, 18, 428]
- section-heading: Infanterie-Regiment Nr. 111, Rastatt.: [764, 1266, 971, 1278]
